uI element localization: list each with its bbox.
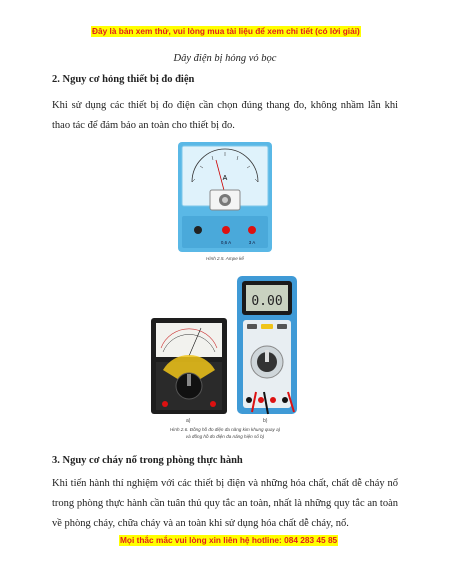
section-2-heading: 2. Nguy cơ hỏng thiết bị đo điện bbox=[52, 74, 195, 85]
figure-2-caption-line-1: Hình 2.6. Đồng hồ đo điện đa năng kim khung quay a) bbox=[169, 427, 281, 432]
preview-banner-top: Đây là bản xem thử, vui lòng mua tài liệu để xem chi tiết (có lời giải) bbox=[92, 26, 360, 36]
terminal-red-1 bbox=[222, 226, 230, 234]
section-3-heading: 3. Nguy cơ cháy nổ trong phòng thực hành bbox=[52, 455, 243, 466]
hotline-banner-bottom: Mọi thắc mắc vui lòng xin liên hệ hotline: 084 283 45 85 bbox=[120, 535, 338, 545]
section-3-paragraph: Khi tiến hành thí nghiệm với các thiết bị điện và những hóa chất, chất dễ cháy nổ trong phòng thực hành cần tuân thủ quy tắc an toàn, nhất là những quy tắc an toàn về phòng cháy, chữa cháy và an toàn khi sử dụng hóa chất dễ cháy, nổ. bbox=[52, 478, 398, 529]
terminal-label-3: 3 A bbox=[248, 240, 256, 245]
terminal-black bbox=[194, 226, 202, 234]
dial-letter: A bbox=[222, 175, 228, 182]
figure-2-caption-line-2: và đồng hồ đo điện đa năng hiện số b) bbox=[185, 434, 265, 439]
ammeter-image bbox=[178, 142, 272, 252]
figure-2-label-a: a) bbox=[186, 418, 191, 424]
figure-2-label-b: b) bbox=[263, 418, 268, 424]
lcd-display: 0.00 bbox=[251, 294, 283, 309]
terminal-red-2 bbox=[248, 226, 256, 234]
terminal-label-06: 0,6 A bbox=[220, 240, 232, 245]
analog-multimeter-image bbox=[151, 318, 227, 414]
image-caption-wire: Dây điện bị hỏng vỏ bọc bbox=[173, 53, 277, 64]
probe-leads bbox=[250, 392, 300, 416]
figure-1-caption: Hình 2.5. Ampe kế bbox=[206, 256, 244, 261]
section-2-paragraph: Khi sử dụng các thiết bị đo điện cần chọn đúng thang đo, không nhầm lẫn khi thao tác để đảm bảo an toàn cho thiết bị đo. bbox=[52, 100, 398, 131]
